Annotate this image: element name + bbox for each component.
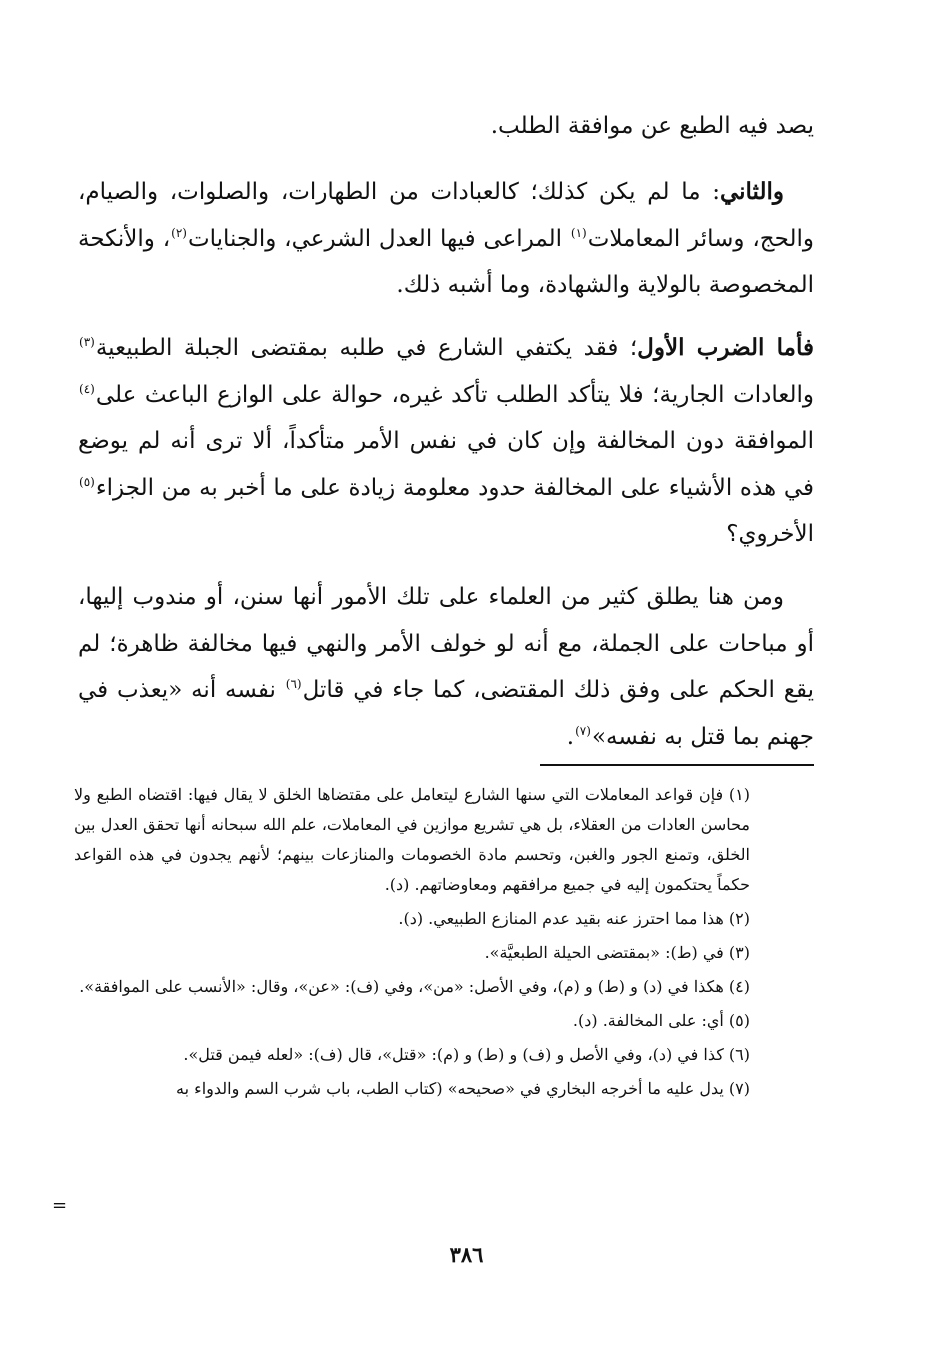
footnote-4: (٤) هكذا في (د) و (ط) و (م)، وفي الأصل: «من»، وفي (ف): «عن»، وقال: «الأنسب على الموافقة».	[79, 977, 750, 996]
paragraph-second-type	[78, 169, 814, 309]
footnote-1: (١) فإن قواعد المعاملات التي سنها الشارع ليتعامل على مقتضاها الخلق لا يقال فيها: اقتضاه الطبع ولا محاسن العادات من العقلاء، بل هي تشريع موازين في المعاملات، علم الله سبحانه أنها تحقق العدل بين الخلق، وتمنع الجور والغبن، وتحسم مادة الخصومات والمنازعات بينهم؛ لأنهم يجدون في هذه القواعد حكماً يحتكمون إليه في جميع مرافقهم ومعاوضاتهم. (د).	[74, 785, 750, 894]
footnote-ref-4[interactable]: (٤)	[79, 381, 95, 396]
footnote-ref-3[interactable]: (٣)	[79, 335, 95, 349]
continuation-mark: =	[52, 1195, 68, 1216]
paragraph-text: نفسه أنه «يعذب في جهنم بما قتل به نفسه»	[78, 677, 814, 750]
paragraph-text: يصد فيه الطبع عن موافقة الطلب.	[490, 113, 814, 139]
paragraph-from-here	[78, 574, 814, 760]
paragraph-continuation	[78, 103, 814, 150]
paragraph-text: ؛ فقد يكتفي الشارع في طلبه بمقتضى الجبلة الطبيعية	[95, 335, 638, 361]
footnote-divider	[540, 764, 814, 766]
footnote-ref-7[interactable]: (٧)	[575, 723, 591, 738]
footnote-7: (٧) يدل عليه ما أخرجه البخاري في «صحيحه» (كتاب الطب، باب شرب السم والدواء به	[176, 1079, 750, 1098]
footnote-6: (٦) كذا في (د)، وفي الأصل و (ف) و (ط) و (م): «قتل»، قال (ف): «لعله فيمن قتل».	[183, 1045, 750, 1064]
footnote-3: (٣) في (ط): «بمقتضى الحيلة الطبعيَّة».	[484, 943, 750, 962]
paragraph-lead: فأما الضرب الأول	[637, 334, 814, 361]
footnote-ref-2[interactable]: (٢)	[171, 225, 187, 240]
paragraph-text: ، والأنكحة المخصوصة بالولاية والشهادة، وما أشبه ذلك.	[78, 225, 814, 298]
paragraph-first-type	[78, 325, 814, 558]
paragraph-text: المراعى فيها العدل الشرعي، والجنايات	[187, 225, 570, 252]
footnote-ref-6[interactable]: (٦)	[285, 677, 302, 691]
footnote-ref-5[interactable]: (٥)	[79, 474, 95, 489]
footnote-5: (٥) أي: على المخالفة. (د).	[572, 1011, 750, 1030]
paragraph-text: والعادات الجارية؛ فلا يتأكد الطلب تأكد غيره، حوالة على الوازع الباعث على	[95, 381, 814, 408]
footnote-ref-1[interactable]: (١)	[570, 225, 587, 240]
paragraph-text: : ما لم يكن كذلك؛ كالعبادات من الطهارات، والصلوات، والصيام، والحج، وسائر المعاملات	[78, 179, 814, 252]
page-number: ٣٨٦	[449, 1242, 484, 1267]
paragraph-text: الموافقة دون المخالفة وإن كان في نفس الأمر متأكداً، ألا ترى أنه لم يوضع في هذه الأشياء على المخالفة حدود معلومة زيادة على ما أخبر به من الجزاء	[78, 428, 814, 501]
footnotes-section	[74, 780, 814, 1108]
footnote-2: (٢) هذا مما احترز عنه بقيد عدم المنازع الطبيعي. (د).	[398, 909, 750, 928]
paragraph-lead: والثاني	[719, 178, 784, 205]
paragraph-text: ومن هنا يطلق كثير من العلماء على تلك الأمور أنها سنن، أو مندوب إليها، أو مباحات على الجملة، مع أنه لو خولف الأمر والنهي فيها مخالفة ظاهرة؛ لم يقع الحكم على وفق ذلك المقتضى، كما جاء في قاتل	[78, 584, 814, 703]
paragraph-text: الأخروي؟	[726, 521, 814, 547]
paragraph-text: .	[566, 723, 575, 750]
